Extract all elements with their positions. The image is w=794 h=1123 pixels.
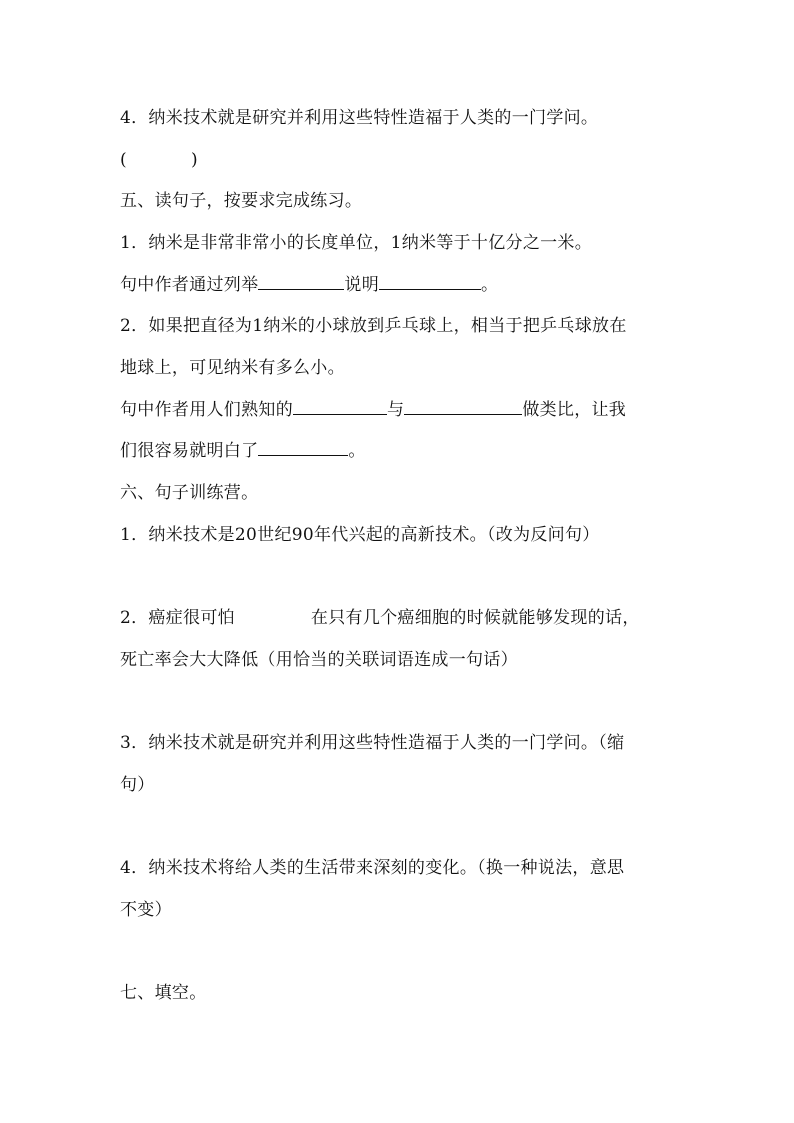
- prompt-text: 们很容易就明白了: [120, 441, 259, 461]
- prompt-text: 句中作者用人们熟知的: [120, 400, 293, 420]
- prompt-text: 说明: [344, 275, 380, 295]
- fill-blank[interactable]: [293, 398, 387, 415]
- prompt-text: 做类比，让我: [522, 400, 627, 420]
- section-6-item-3-line-2: 句）: [120, 775, 155, 795]
- section-7-title: 七、填空。: [120, 983, 207, 1003]
- section-6-item-2-line-2: 死亡率会大大降低（用恰当的关联词语连成一句话）: [120, 650, 518, 670]
- section-5-item-2-line-1: 2．如果把直径为1纳米的小球放到乒乓球上，相当于把乒乓球放在: [120, 316, 627, 336]
- fill-blank[interactable]: [379, 273, 481, 290]
- section-6-item-1: 1．纳米技术是20世纪90年代兴起的高新技术。（改为反问句）: [120, 525, 600, 545]
- close-paren: ): [190, 150, 198, 170]
- section-5-item-2-prompt: [120, 398, 626, 422]
- section-6-item-3-line-1: 3．纳米技术就是研究并利用这些特性造福于人类的一门学问。（缩: [120, 733, 625, 753]
- question-4-answer-brackets: [120, 148, 198, 172]
- section-6-item-2-line-1: [120, 606, 640, 630]
- section-5-title: 五、读句子，按要求完成练习。: [120, 191, 363, 211]
- section-5-item-1: 1．纳米是非常非常小的长度单位，1纳米等于十亿分之一米。: [120, 233, 593, 253]
- question-4-text: 4．纳米技术就是研究并利用这些特性造福于人类的一门学问。: [120, 108, 599, 128]
- prompt-end: 。: [481, 275, 499, 295]
- section-6-item-4-line-2: 不变）: [120, 900, 172, 920]
- open-paren: (: [120, 150, 127, 170]
- section-6-item-4-line-1: 4．纳米技术将给人类的生活带来深刻的变化。（换一种说法，意思: [120, 858, 625, 878]
- fill-blank[interactable]: [404, 398, 522, 415]
- fill-blank[interactable]: [258, 273, 344, 290]
- section-5-item-1-prompt: [120, 273, 498, 297]
- prompt-text: 2．癌症很可怕: [120, 608, 235, 628]
- section-5-item-2-line-2: 地球上，可见纳米有多么小。: [120, 358, 345, 378]
- section-6-title: 六、句子训练营。: [120, 483, 259, 503]
- prompt-text: 在只有几个癌细胞的时候就能够发现的话，: [310, 608, 640, 628]
- fill-blank[interactable]: [258, 439, 348, 456]
- prompt-text: 与: [387, 400, 405, 420]
- section-5-item-2-prompt-cont: [120, 439, 366, 463]
- prompt-end: 。: [348, 441, 366, 461]
- prompt-text: 句中作者通过列举: [120, 275, 259, 295]
